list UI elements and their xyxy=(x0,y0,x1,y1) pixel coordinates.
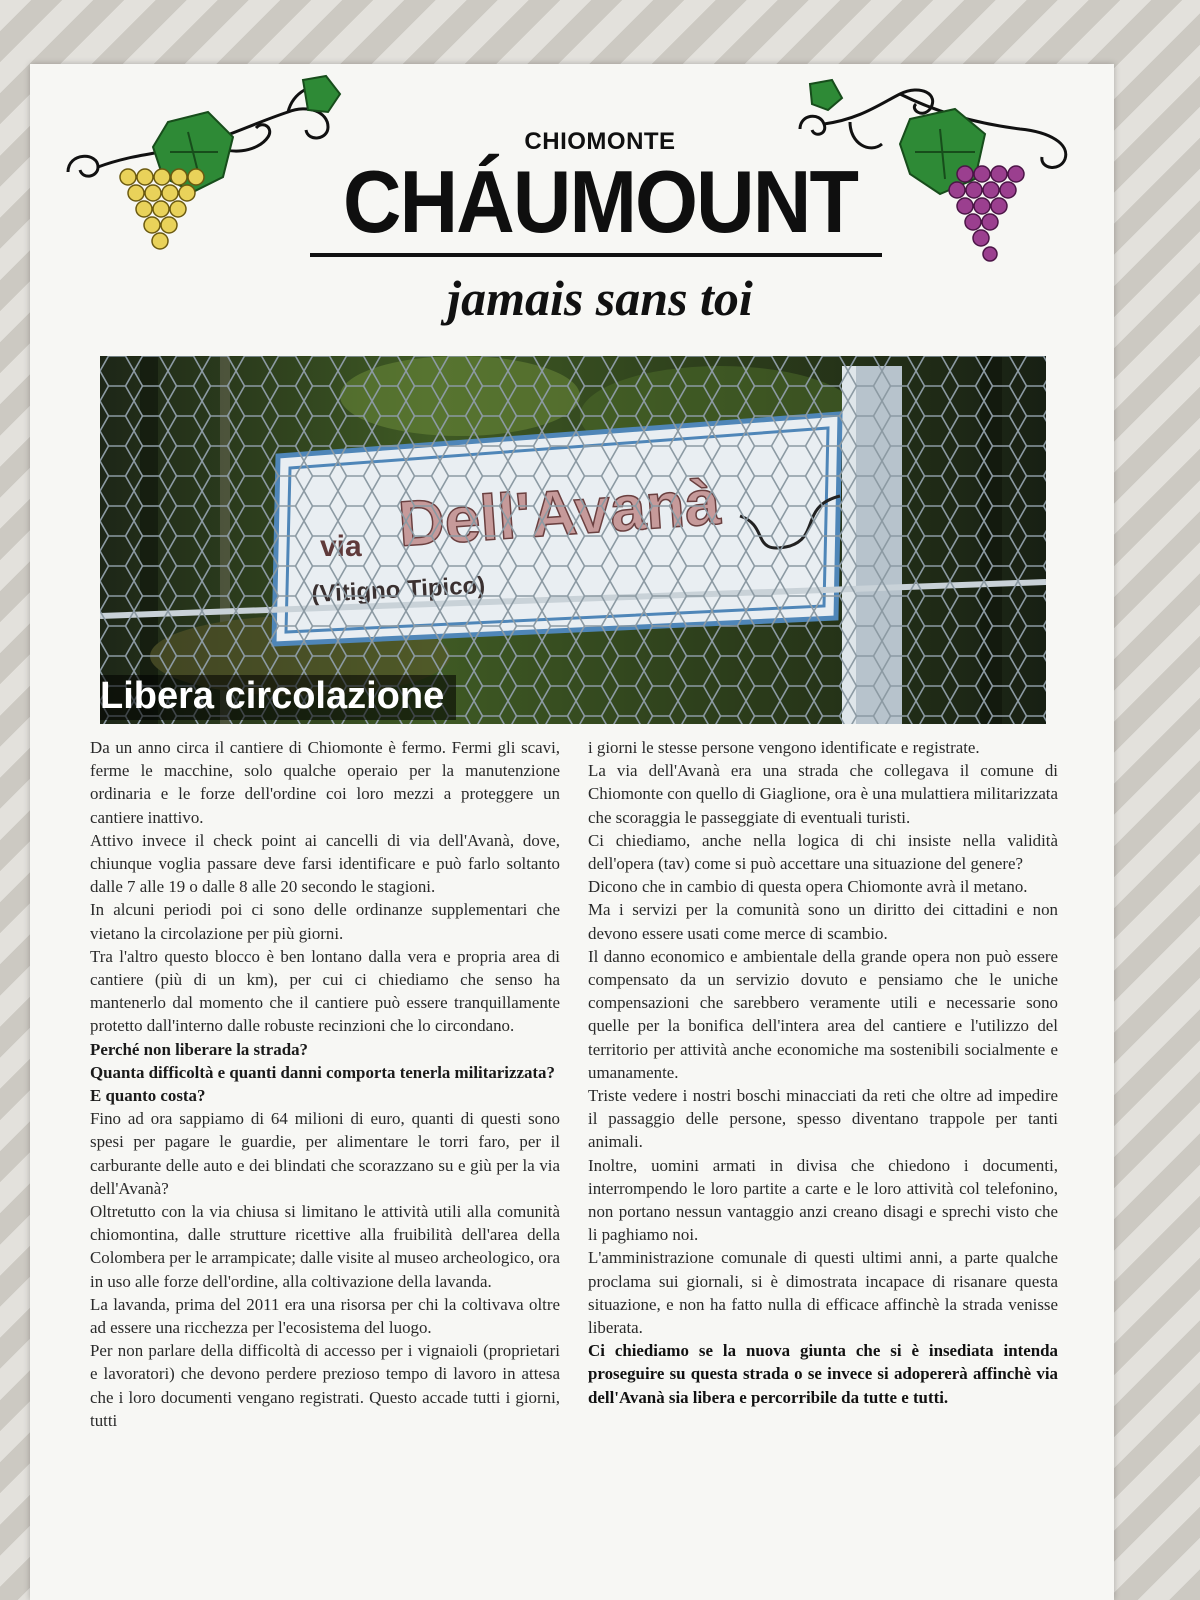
article-paragraph: Triste vedere i nostri boschi minacciati da reti che oltre ad impedire il passaggio delle persone, spesso diventano trappole per tanti animali. xyxy=(588,1086,1058,1152)
masthead-rule xyxy=(310,253,882,257)
article-question: Ci chiediamo se la nuova giunta che si è insediata intenda proseguire su questa strada o se invece si adopererà affinchè via dell'Avanà sia libera e percorribile da tutte e tutti. xyxy=(588,1341,1058,1407)
article-paragraph: Tra l'altro questo blocco è ben lontano dalla vera e propria area di cantiere (più di un km), per cui ci chiediamo che senso ha mantenerlo dal momento che il cantiere può essere tranquillamente protetto dall'interno dalle robuste recinzioni che lo circondano. xyxy=(90,946,560,1036)
masthead-motto: jamais sans toi xyxy=(447,270,753,326)
article-paragraph: Inoltre, uomini armati in divisa che chiedono i documenti, interrompendo le loro partite a carte e le loro attività col telefonino, non portano nessun vantaggio anzi creano disagi e sprechi visto che li paghiamo noi. xyxy=(588,1155,1058,1245)
article-paragraph: Per non parlare della difficoltà di accesso per i vignaioli (proprietari e lavoratori) che devono perdere prezioso tempo di lavoro in attesa che i loro documenti vengano registrati. Questo accade tutti i giorni, tutti xyxy=(90,1341,560,1430)
article-paragraph: Da un anno circa il cantiere di Chiomonte è fermo. Fermi gli scavi, ferme le macchine, solo qualche operaio per la manutenzione ordinaria e le forze dell'ordine coi loro mezzi a proteggere un cantiere inattivo. xyxy=(90,738,560,827)
article-question: Perché non liberare la strada? xyxy=(90,1039,308,1059)
article-question: E quanto costa? xyxy=(90,1086,206,1106)
article-paragraph: Il danno economico e ambientale della grande opera non può essere compensato da un servizio dovuto e pensiamo che le uniche compensazioni che sarebbero veramente utili e necessarie sono quelle per la bonifica dell'intera area del cantiere e l'utilizzo del territorio per attività anche economiche ma sostenibili socialmente e umanamente. xyxy=(588,946,1058,1082)
masthead-kicker: CHIOMONTE xyxy=(524,128,676,155)
article-paragraph: Ma i servizi per la comunità sono un diritto dei cittadini e non devono essere usati come merce di scambio. xyxy=(588,900,1058,943)
article-column-right xyxy=(588,736,1058,1409)
article-paragraph: Dicono che in cambio di questa opera Chiomonte avrà il metano. xyxy=(588,877,1028,897)
article-paragraph: L'amministrazione comunale di questi ultimi anni, a parte qualche proclama sui giornali, si è dimostrata incapace di risanare questa situazione, e non ha fatto nulla di efficace affinchè la strada venisse liberata. xyxy=(588,1248,1058,1338)
article-column-left xyxy=(90,736,560,1432)
article-paragraph: La lavanda, prima del 2011 era una risorsa per chi la coltivava oltre ad essere una ricchezza per l'ecosistema del luogo. xyxy=(90,1294,560,1338)
article-headline: Libera circolazione xyxy=(100,675,456,720)
photo-illustration xyxy=(100,356,1046,724)
article-paragraph: Fino ad ora sappiamo di 64 milioni di euro, quanti di questi sono spesi per pagare le guardie, per alimentare le torri faro, per il carburante delle auto e dei blindati che scorazzano su e giù per la via dell'Avanà? xyxy=(90,1109,560,1198)
newsletter-page xyxy=(30,64,1114,1600)
masthead-title: CHÁUMOUNT xyxy=(342,152,858,251)
article-question: Quanta difficoltà e quanti danni comporta tenerla militarizzata? xyxy=(90,1062,555,1082)
article-paragraph: i giorni le stesse persone vengono identificate e registrate. xyxy=(588,738,980,757)
article-paragraph: Ci chiediamo, anche nella logica di chi insiste nella validità dell'opera (tav) come si può accettare una situazione del genere? xyxy=(588,830,1058,874)
article-paragraph: Oltretutto con la via chiusa si limitano le attività utili alla comunità chiomontina, dalle strutture ricettive alla fruibilità dell'area della Colombera per le arrampicate; dalle visite al museo archeologico, ora in uso alle forze dell'ordine, alla coltivazione della lavanda. xyxy=(90,1202,560,1291)
street-sign-photo xyxy=(100,356,1046,724)
grape-vine-left-icon xyxy=(58,72,358,262)
article-paragraph: Attivo invece il check point ai cancelli di via dell'Avanà, dove, chiunque voglia passare deve farsi identificare e può farlo soltanto dalle 7 alle 19 o dalle 8 alle 20 secondo le stagioni. xyxy=(90,830,560,897)
article-paragraph: In alcuni periodi poi ci sono delle ordinanze supplementari che vietano la circolazione per più giorni. xyxy=(90,900,560,943)
article-paragraph: La via dell'Avanà era una strada che collegava il comune di Chiomonte con quello di Giaglione, ora è una mulattiera militarizzata che scoraggia le passeggiate di eventuali turisti. xyxy=(588,761,1058,827)
